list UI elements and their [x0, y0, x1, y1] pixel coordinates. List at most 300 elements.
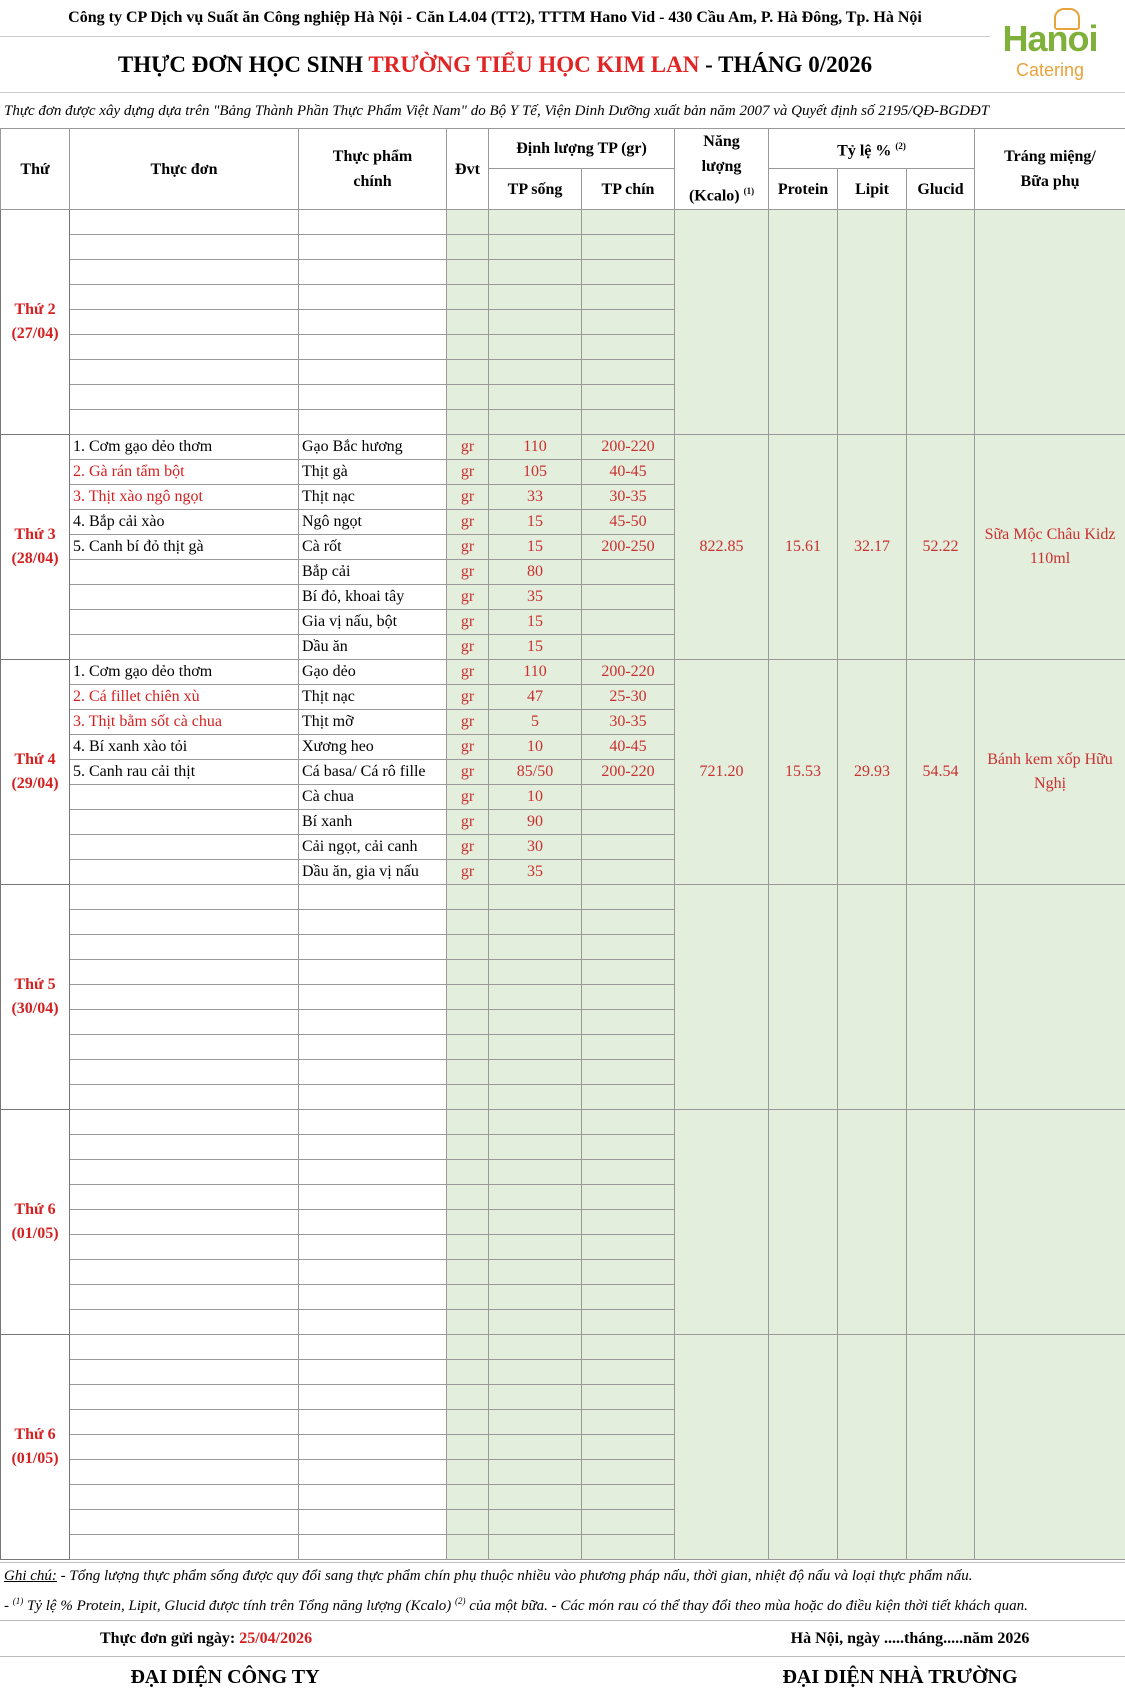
company-representative: ĐẠI DIỆN CÔNG TY [130, 1666, 320, 1688]
unit-cell: gr [447, 635, 489, 660]
dish-cell [70, 360, 299, 385]
dish-cell [70, 1185, 299, 1210]
raw-amount-cell [489, 235, 582, 260]
cooked-amount-cell [582, 610, 675, 635]
cooked-amount-cell [582, 1285, 675, 1310]
cooked-amount-cell [582, 1460, 675, 1485]
cooked-amount-cell [582, 1485, 675, 1510]
ingredient-cell [299, 1210, 447, 1235]
cooked-amount-cell [582, 985, 675, 1010]
cooked-amount-cell: 30-35 [582, 710, 675, 735]
raw-amount-cell: 30 [489, 835, 582, 860]
hanoi-catering-logo: Hanoi Catering [990, 4, 1120, 84]
protein-cell [769, 1335, 838, 1560]
raw-amount-cell: 15 [489, 535, 582, 560]
ingredient-cell [299, 235, 447, 260]
protein-cell: 15.61 [769, 435, 838, 660]
raw-amount-cell [489, 1410, 582, 1435]
unit-cell: gr [447, 760, 489, 785]
unit-cell [447, 985, 489, 1010]
unit-cell [447, 1035, 489, 1060]
raw-amount-cell [489, 1010, 582, 1035]
unit-cell: gr [447, 735, 489, 760]
unit-cell [447, 960, 489, 985]
dish-cell: 2. Gà rán tẩm bột [70, 460, 299, 485]
col-trang-mieng: Tráng miệng/ Bữa phụ [975, 129, 1125, 210]
unit-cell [447, 1485, 489, 1510]
raw-amount-cell: 80 [489, 560, 582, 585]
cooked-amount-cell [582, 385, 675, 410]
raw-amount-cell [489, 910, 582, 935]
glucid-cell [907, 885, 975, 1110]
dish-cell [70, 1435, 299, 1460]
raw-amount-cell [489, 1435, 582, 1460]
dish-cell: 4. Bắp cải xào [70, 510, 299, 535]
cooked-amount-cell [582, 335, 675, 360]
raw-amount-cell [489, 960, 582, 985]
raw-amount-cell [489, 1185, 582, 1210]
dessert-cell: Bánh kem xốp Hữu Nghị [975, 660, 1125, 885]
cooked-amount-cell [582, 1210, 675, 1235]
unit-cell: gr [447, 560, 489, 585]
unit-cell [447, 935, 489, 960]
dish-cell [70, 1260, 299, 1285]
cooked-amount-cell [582, 910, 675, 935]
dish-cell [70, 835, 299, 860]
ingredient-cell [299, 1160, 447, 1185]
unit-cell: gr [447, 610, 489, 635]
ingredient-cell [299, 1260, 447, 1285]
unit-cell [447, 1460, 489, 1485]
cooked-amount-cell [582, 585, 675, 610]
dish-cell: 4. Bí xanh xào tỏi [70, 735, 299, 760]
protein-cell: 15.53 [769, 660, 838, 885]
ingredient-cell [299, 1035, 447, 1060]
cooked-amount-cell [582, 285, 675, 310]
cooked-amount-cell [582, 1510, 675, 1535]
dish-cell: 5. Canh rau cải thịt [70, 760, 299, 785]
raw-amount-cell [489, 1285, 582, 1310]
col-thu: Thứ [1, 129, 70, 210]
energy-cell [675, 1335, 769, 1560]
cooked-amount-cell [582, 1135, 675, 1160]
unit-cell [447, 210, 489, 235]
dish-cell [70, 285, 299, 310]
ingredient-cell: Gia vị nấu, bột [299, 610, 447, 635]
unit-cell: gr [447, 435, 489, 460]
raw-amount-cell [489, 260, 582, 285]
dish-cell [70, 260, 299, 285]
ingredient-cell [299, 1460, 447, 1485]
energy-cell: 721.20 [675, 660, 769, 885]
energy-cell: 822.85 [675, 435, 769, 660]
unit-cell: gr [447, 535, 489, 560]
cooked-amount-cell [582, 1185, 675, 1210]
col-lipit: Lipit [838, 169, 907, 210]
footer-note-2: - $^{(1)}$ Tỷ lệ % Protein, Lipit, Glucid được tính trên Tổng năng lượng (Kcalo) $^{(2)}$ của một bữa. - Các món rau có thể thay đổi theo mùa hoặc do điều kiện thời tiết khách quan. [4, 1596, 1028, 1614]
ingredient-cell: Xương heo [299, 735, 447, 760]
col-thuc-pham: Thực phẩm chính [299, 129, 447, 210]
unit-cell [447, 235, 489, 260]
unit-cell [447, 1010, 489, 1035]
dish-cell [70, 1285, 299, 1310]
ingredient-cell [299, 910, 447, 935]
raw-amount-cell [489, 210, 582, 235]
ingredient-cell: Bí xanh [299, 810, 447, 835]
dish-cell [70, 1235, 299, 1260]
raw-amount-cell: 35 [489, 585, 582, 610]
dish-cell [70, 1010, 299, 1035]
ingredient-cell [299, 1185, 447, 1210]
menu-body [1, 210, 1125, 1560]
dish-cell: 2. Cá fillet chiên xù [70, 685, 299, 710]
company-header: Công ty CP Dịch vụ Suất ăn Công nghiệp Hà Nội - Căn L4.04 (TT2), TTTM Hano Vid - 430 Cầu Am, P. Hà Đông, Tp. Hà Nội [68, 9, 922, 26]
unit-cell: gr [447, 510, 489, 535]
unit-cell [447, 1360, 489, 1385]
dish-cell [70, 860, 299, 885]
footer-note-1: Ghi chú: - Tổng lượng thực phẩm sống được quy đổi sang thực phẩm chín phụ thuộc nhiều vào phương pháp nấu, thời gian, nhiệt độ nấu và loại thực phẩm nấu. [4, 1568, 973, 1584]
cooked-amount-cell [582, 885, 675, 910]
col-dvt: Đvt [447, 129, 489, 210]
unit-cell [447, 1510, 489, 1535]
lipit-cell [838, 210, 907, 435]
raw-amount-cell [489, 1510, 582, 1535]
dish-cell [70, 210, 299, 235]
cooked-amount-cell [582, 635, 675, 660]
unit-cell [447, 335, 489, 360]
cooked-amount-cell [582, 1060, 675, 1085]
unit-cell [447, 1235, 489, 1260]
raw-amount-cell: 15 [489, 510, 582, 535]
dish-cell [70, 1360, 299, 1385]
day-label: Thứ 3 (28/04) [1, 435, 70, 660]
unit-cell: gr [447, 485, 489, 510]
ingredient-cell [299, 1235, 447, 1260]
dish-cell [70, 1535, 299, 1560]
raw-amount-cell [489, 360, 582, 385]
dish-cell [70, 935, 299, 960]
dessert-cell [975, 885, 1125, 1110]
unit-cell: gr [447, 810, 489, 835]
raw-amount-cell [489, 285, 582, 310]
unit-cell [447, 1160, 489, 1185]
unit-cell [447, 385, 489, 410]
col-dinh-luong: Định lượng TP (gr) [489, 129, 675, 169]
cooked-amount-cell [582, 1035, 675, 1060]
energy-cell [675, 885, 769, 1110]
day-label: Thứ 6 (01/05) [1, 1110, 70, 1335]
cooked-amount-cell [582, 1360, 675, 1385]
ingredient-cell: Thịt gà [299, 460, 447, 485]
raw-amount-cell [489, 1135, 582, 1160]
raw-amount-cell [489, 1060, 582, 1085]
ingredient-cell: Thịt nạc [299, 485, 447, 510]
ingredient-cell [299, 1085, 447, 1110]
col-protein: Protein [769, 169, 838, 210]
energy-cell [675, 210, 769, 435]
cooked-amount-cell [582, 1385, 675, 1410]
unit-cell [447, 310, 489, 335]
raw-amount-cell: 110 [489, 435, 582, 460]
ingredient-cell [299, 360, 447, 385]
ingredient-cell [299, 1010, 447, 1035]
table-row [1, 660, 1125, 685]
ingredient-cell [299, 1110, 447, 1135]
ingredient-cell [299, 1135, 447, 1160]
dish-cell [70, 1035, 299, 1060]
unit-cell: gr [447, 785, 489, 810]
raw-amount-cell [489, 985, 582, 1010]
raw-amount-cell: 90 [489, 810, 582, 835]
energy-cell [675, 1110, 769, 1335]
ingredient-cell: Dầu ăn [299, 635, 447, 660]
unit-cell: gr [447, 460, 489, 485]
protein-cell [769, 210, 838, 435]
school-representative: ĐẠI DIỆN NHÀ TRƯỜNG [782, 1666, 1018, 1688]
raw-amount-cell: 105 [489, 460, 582, 485]
ingredient-cell [299, 1285, 447, 1310]
cooked-amount-cell [582, 210, 675, 235]
menu-table [0, 128, 1125, 1560]
raw-amount-cell [489, 335, 582, 360]
cooked-amount-cell [582, 560, 675, 585]
col-nang-luong: Năng lượng (Kcalo) $^{(1)}$ [675, 129, 769, 210]
ingredient-cell [299, 1510, 447, 1535]
ingredient-cell [299, 985, 447, 1010]
ingredient-cell [299, 310, 447, 335]
ingredient-cell [299, 935, 447, 960]
raw-amount-cell [489, 1310, 582, 1335]
sent-date-line: Thực đơn gửi ngày: 25/04/2026 [100, 1630, 313, 1647]
cooked-amount-cell [582, 1535, 675, 1560]
sent-date: 25/04/2026 [239, 1630, 313, 1647]
col-thuc-don: Thực đơn [70, 129, 299, 210]
col-tp-song: TP sống [489, 169, 582, 210]
cooked-amount-cell: 40-45 [582, 735, 675, 760]
dessert-cell [975, 210, 1125, 435]
unit-cell [447, 260, 489, 285]
col-ty-le: Tỷ lệ % $^{(2)}$ [769, 129, 975, 169]
raw-amount-cell [489, 410, 582, 435]
raw-amount-cell [489, 1035, 582, 1060]
unit-cell [447, 1285, 489, 1310]
glucid-cell: 54.54 [907, 660, 975, 885]
raw-amount-cell: 5 [489, 710, 582, 735]
ingredient-cell: Bí đỏ, khoai tây [299, 585, 447, 610]
raw-amount-cell: 15 [489, 610, 582, 635]
dessert-cell [975, 1110, 1125, 1335]
place-date-line: Hà Nội, ngày .....tháng.....năm 2026 [790, 1630, 1030, 1647]
dish-cell [70, 1310, 299, 1335]
ingredient-cell [299, 1335, 447, 1360]
dish-cell: 1. Cơm gạo dẻo thơm [70, 435, 299, 460]
dish-cell [70, 1510, 299, 1535]
raw-amount-cell [489, 1235, 582, 1260]
unit-cell [447, 1435, 489, 1460]
ingredient-cell [299, 1435, 447, 1460]
glucid-cell [907, 1335, 975, 1560]
col-glucid: Glucid [907, 169, 975, 210]
cooked-amount-cell: 200-220 [582, 660, 675, 685]
unit-cell [447, 1310, 489, 1335]
unit-cell: gr [447, 585, 489, 610]
cooked-amount-cell: 25-30 [582, 685, 675, 710]
raw-amount-cell [489, 1385, 582, 1410]
ingredient-cell [299, 410, 447, 435]
dish-cell [70, 1160, 299, 1185]
table-row [1, 885, 1125, 910]
ingredient-cell: Thịt mỡ [299, 710, 447, 735]
cooked-amount-cell: 200-220 [582, 435, 675, 460]
ingredient-cell: Thịt nạc [299, 685, 447, 710]
raw-amount-cell [489, 1160, 582, 1185]
dish-cell: 3. Thịt xào ngô ngọt [70, 485, 299, 510]
dish-cell [70, 960, 299, 985]
cooked-amount-cell [582, 1010, 675, 1035]
ingredient-cell [299, 385, 447, 410]
raw-amount-cell: 47 [489, 685, 582, 710]
unit-cell [447, 1110, 489, 1135]
menu-source-note: Thực đơn được xây dựng dựa trên "Bảng Thành Phần Thực Phẩm Việt Nam" do Bộ Y Tế, Viện Dinh Dưỡng xuất bản năm 2007 và Quyết định số 2195/QĐ-BGDĐT [0, 92, 1125, 128]
cooked-amount-cell [582, 860, 675, 885]
dish-cell [70, 1335, 299, 1360]
dish-cell [70, 560, 299, 585]
cooked-amount-cell [582, 960, 675, 985]
glucid-cell [907, 210, 975, 435]
dish-cell [70, 810, 299, 835]
raw-amount-cell [489, 1260, 582, 1285]
page-title: THỰC ĐƠN HỌC SINH TRƯỜNG TIỂU HỌC KIM LAN - THÁNG 0/2026 [0, 36, 990, 92]
lipit-cell [838, 1110, 907, 1335]
dish-cell [70, 785, 299, 810]
lipit-cell: 32.17 [838, 435, 907, 660]
raw-amount-cell [489, 1360, 582, 1385]
ingredient-cell [299, 1310, 447, 1335]
dish-cell [70, 610, 299, 635]
ingredient-cell: Cá basa/ Cá rô fille [299, 760, 447, 785]
ingredient-cell [299, 335, 447, 360]
table-row [1, 435, 1125, 460]
raw-amount-cell [489, 1210, 582, 1235]
raw-amount-cell: 15 [489, 635, 582, 660]
dish-cell [70, 1135, 299, 1160]
day-label: Thứ 2 (27/04) [1, 210, 70, 435]
raw-amount-cell: 10 [489, 735, 582, 760]
cooked-amount-cell: 40-45 [582, 460, 675, 485]
raw-amount-cell [489, 1535, 582, 1560]
cooked-amount-cell [582, 1410, 675, 1435]
dish-cell [70, 235, 299, 260]
unit-cell [447, 1085, 489, 1110]
day-label: Thứ 4 (29/04) [1, 660, 70, 885]
cooked-amount-cell [582, 360, 675, 385]
ingredient-cell [299, 1485, 447, 1510]
cooked-amount-cell [582, 260, 675, 285]
cooked-amount-cell [582, 935, 675, 960]
school-name: TRƯỜNG TIỂU HỌC KIM LAN [368, 52, 700, 77]
raw-amount-cell [489, 1085, 582, 1110]
raw-amount-cell: 85/50 [489, 760, 582, 785]
table-row [1, 1335, 1125, 1360]
lipit-cell [838, 885, 907, 1110]
ingredient-cell [299, 210, 447, 235]
unit-cell: gr [447, 860, 489, 885]
raw-amount-cell [489, 1485, 582, 1510]
cooked-amount-cell [582, 310, 675, 335]
raw-amount-cell [489, 310, 582, 335]
unit-cell [447, 1060, 489, 1085]
cooked-amount-cell [582, 1085, 675, 1110]
unit-cell [447, 360, 489, 385]
cooked-amount-cell [582, 235, 675, 260]
ingredient-cell [299, 285, 447, 310]
ingredient-cell [299, 260, 447, 285]
table-row [1, 1110, 1125, 1135]
cooked-amount-cell [582, 785, 675, 810]
cooked-amount-cell: 200-220 [582, 760, 675, 785]
raw-amount-cell [489, 1460, 582, 1485]
raw-amount-cell: 33 [489, 485, 582, 510]
ingredient-cell: Cà chua [299, 785, 447, 810]
unit-cell [447, 410, 489, 435]
raw-amount-cell: 35 [489, 860, 582, 885]
cooked-amount-cell: 200-250 [582, 535, 675, 560]
cooked-amount-cell: 45-50 [582, 510, 675, 535]
dish-cell [70, 910, 299, 935]
ingredient-cell [299, 1360, 447, 1385]
unit-cell [447, 1385, 489, 1410]
dish-cell [70, 985, 299, 1010]
dish-cell [70, 1385, 299, 1410]
unit-cell [447, 1260, 489, 1285]
lipit-cell: 29.93 [838, 660, 907, 885]
cooked-amount-cell [582, 810, 675, 835]
ingredient-cell [299, 1385, 447, 1410]
cooked-amount-cell [582, 1435, 675, 1460]
cooked-amount-cell [582, 1335, 675, 1360]
lipit-cell [838, 1335, 907, 1560]
cooked-amount-cell [582, 1310, 675, 1335]
ingredient-cell [299, 1535, 447, 1560]
dish-cell: 3. Thịt bằm sốt cà chua [70, 710, 299, 735]
cooked-amount-cell [582, 410, 675, 435]
dish-cell [70, 1085, 299, 1110]
unit-cell [447, 910, 489, 935]
cooked-amount-cell [582, 1110, 675, 1135]
dish-cell [70, 1210, 299, 1235]
unit-cell: gr [447, 660, 489, 685]
unit-cell [447, 1135, 489, 1160]
dish-cell [70, 385, 299, 410]
cooked-amount-cell [582, 1160, 675, 1185]
unit-cell: gr [447, 685, 489, 710]
dessert-cell [975, 1335, 1125, 1560]
dish-cell [70, 1485, 299, 1510]
unit-cell: gr [447, 710, 489, 735]
unit-cell [447, 1335, 489, 1360]
protein-cell [769, 1110, 838, 1335]
unit-cell [447, 1535, 489, 1560]
col-tp-chin: TP chín [582, 169, 675, 210]
cooked-amount-cell: 30-35 [582, 485, 675, 510]
unit-cell: gr [447, 835, 489, 860]
dish-cell [70, 310, 299, 335]
ingredient-cell: Ngô ngọt [299, 510, 447, 535]
raw-amount-cell [489, 1110, 582, 1135]
ingredient-cell: Cà rốt [299, 535, 447, 560]
dessert-cell: Sữa Mộc Châu Kidz 110ml [975, 435, 1125, 660]
dish-cell [70, 585, 299, 610]
